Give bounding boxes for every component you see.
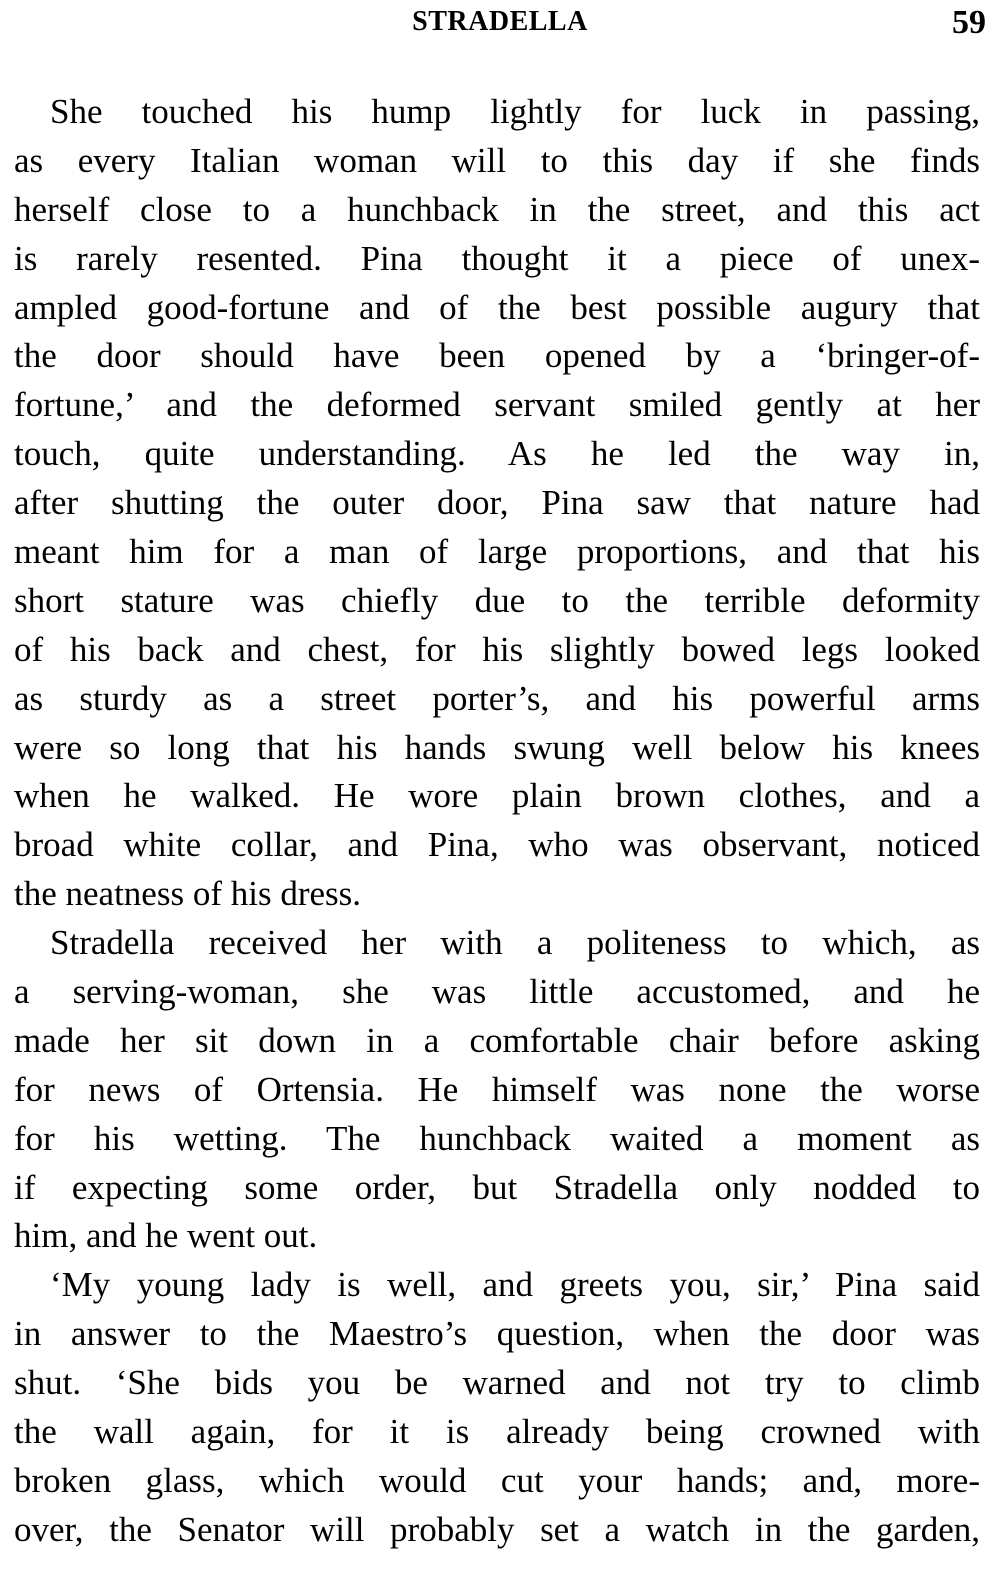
text-line: for news of Ortensia. He himself was none the worse (14, 1069, 980, 1109)
text-line: meant him for a man of large proportions, and that his (14, 532, 980, 572)
text-line: after shutting the outer door, Pina saw that nature had (14, 483, 980, 523)
text-line: ampled good-fortune and of the best possible augury that (14, 287, 980, 327)
text-line: if expecting some order, but Stradella only nodded to (14, 1167, 980, 1207)
text-line: when he walked. He wore plain brown clothes, and a (14, 776, 980, 816)
text-line: for his wetting. The hunchback waited a moment as (14, 1118, 980, 1158)
text-line: is rarely resented. Pina thought it a piece of unex- (14, 238, 980, 278)
text-line: Stradella received her with a politeness to which, as (50, 923, 980, 963)
text-line: She touched his hump lightly for luck in passing, (50, 92, 980, 131)
text-line: the wall again, for it is already being crowned with (14, 1412, 980, 1452)
text-line: fortune,’ and the deformed servant smiled gently at her (14, 385, 980, 425)
text-line: a serving-woman, she was little accustomed, and he (14, 972, 980, 1012)
running-head (0, 0, 1000, 50)
text-line: were so long that his hands swung well below his knees (14, 727, 980, 767)
text-line: herself close to a hunchback in the street, and this act (14, 189, 980, 229)
text-line: the door should have been opened by a ‘bringer-of- (14, 336, 980, 376)
text-line: made her sit down in a comfortable chair before asking (14, 1020, 980, 1060)
text-line: the neatness of his dress. (14, 874, 362, 914)
text-line: short stature was chiefly due to the terrible deformity (14, 580, 980, 620)
text-line: of his back and chest, for his slightly bowed legs looked (14, 629, 980, 669)
text-line: broken glass, which would cut your hands; and, more- (14, 1460, 980, 1500)
text-line: as every Italian woman will to this day if she finds (14, 140, 980, 180)
text-line: broad white collar, and Pina, who was observant, noticed (14, 825, 980, 865)
page-number: 59 (952, 4, 986, 41)
text-line: in answer to the Maestro’s question, when the door was (14, 1314, 980, 1354)
body-text (14, 88, 980, 1555)
running-title: STRADELLA (412, 6, 588, 37)
text-line: ‘My young lady is well, and greets you, sir,’ Pina said (50, 1265, 980, 1305)
text-line: him, and he went out. (14, 1216, 318, 1256)
text-line: over, the Senator will probably set a watch in the garden, (14, 1509, 980, 1549)
text-line: touch, quite understanding. As he led the way in, (14, 434, 980, 474)
text-line: shut. ‘She bids you be warned and not try to climb (14, 1363, 980, 1403)
text-line: as sturdy as a street porter’s, and his powerful arms (14, 678, 980, 718)
